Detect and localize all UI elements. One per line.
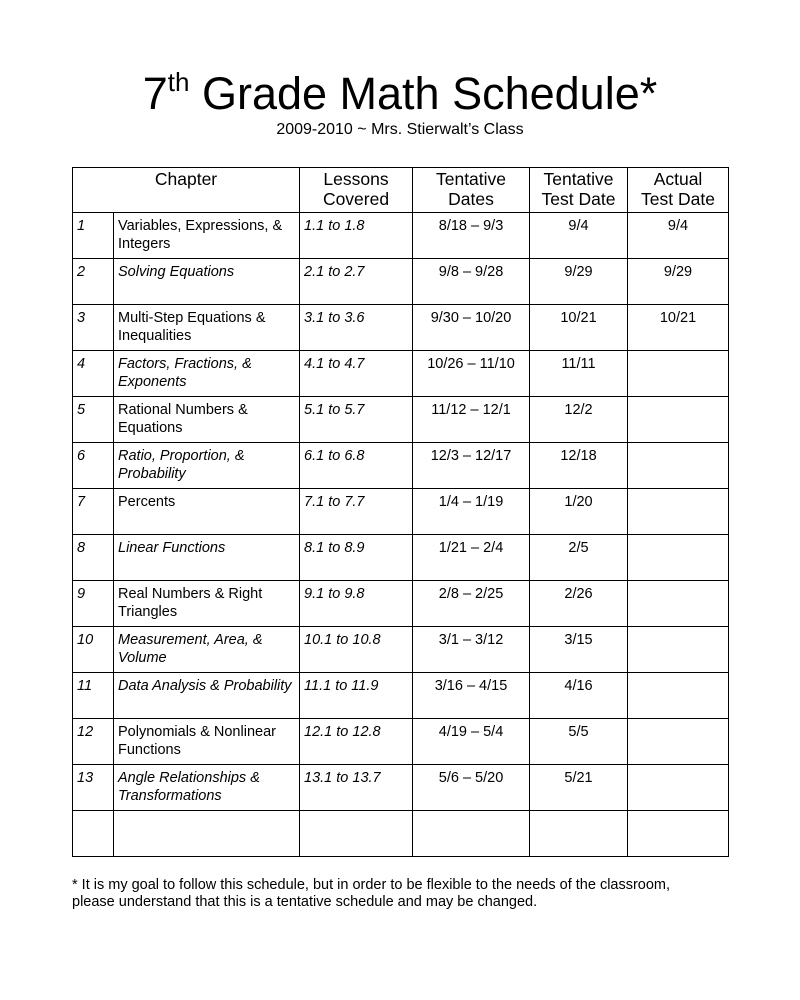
actual-test-date-cell: 9/4 [628,213,729,259]
table-row [73,259,729,305]
header-lessons [300,168,413,213]
tentative-test-date-cell: 3/15 [530,627,628,673]
chapter-name-cell: Data Analysis & Probability [114,673,300,719]
chapter-number-cell: 6 [73,443,114,489]
table-row [73,765,729,811]
tentative-test-date-cell: 12/18 [530,443,628,489]
empty-cell [628,811,729,857]
tentative-test-date-cell: 11/11 [530,351,628,397]
tentative-test-date-cell: 2/5 [530,535,628,581]
title-superscript: th [167,67,190,97]
chapter-name-cell: Solving Equations [114,259,300,305]
title-rest: Grade Math Schedule* [189,68,658,119]
table-row [73,581,729,627]
tentative-dates-cell: 8/18 – 9/3 [413,213,530,259]
chapter-number-cell: 13 [73,765,114,811]
chapter-number-cell: 5 [73,397,114,443]
table-row [73,213,729,259]
tentative-dates-cell: 12/3 – 12/17 [413,443,530,489]
chapter-name-cell: Measurement, Area, & Volume [114,627,300,673]
actual-test-date-cell [628,765,729,811]
chapter-number-cell: 9 [73,581,114,627]
tentative-test-date-cell: 9/29 [530,259,628,305]
actual-test-date-cell [628,351,729,397]
tentative-dates-cell: 3/1 – 3/12 [413,627,530,673]
lessons-cell: 7.1 to 7.7 [300,489,413,535]
lessons-cell: 5.1 to 5.7 [300,397,413,443]
header-dates [413,168,530,213]
header-actual-date [628,168,729,213]
lessons-cell: 12.1 to 12.8 [300,719,413,765]
chapter-number-cell: 11 [73,673,114,719]
table-row-blank [73,811,729,857]
lessons-cell: 8.1 to 8.9 [300,535,413,581]
chapter-number-cell: 8 [73,535,114,581]
lessons-cell: 4.1 to 4.7 [300,351,413,397]
tentative-test-date-cell: 2/26 [530,581,628,627]
empty-cell [73,811,114,857]
schedule-table [72,167,729,857]
chapter-number-cell: 3 [73,305,114,351]
header-actual-line2: Test Date [641,189,715,209]
chapter-number-cell: 10 [73,627,114,673]
lessons-cell: 10.1 to 10.8 [300,627,413,673]
empty-cell [300,811,413,857]
tentative-dates-cell: 2/8 – 2/25 [413,581,530,627]
header-chapter-label: Chapter [154,169,218,189]
lessons-cell: 6.1 to 6.8 [300,443,413,489]
tentative-test-date-cell: 10/21 [530,305,628,351]
chapter-number-cell: 2 [73,259,114,305]
chapter-number-cell: 12 [73,719,114,765]
header-chapter [73,168,300,213]
lessons-cell: 13.1 to 13.7 [300,765,413,811]
actual-test-date-cell [628,397,729,443]
chapter-number-cell: 1 [73,213,114,259]
chapter-name-cell: Angle Relationships & Transformations [114,765,300,811]
actual-test-date-cell [628,627,729,673]
actual-test-date-cell: 9/29 [628,259,729,305]
table-row [73,351,729,397]
table-row [73,305,729,351]
chapter-number-cell: 7 [73,489,114,535]
table-row [73,719,729,765]
actual-test-date-cell [628,489,729,535]
header-actual-line1: Actual [653,169,703,189]
chapter-name-cell: Real Numbers & Right Triangles [114,581,300,627]
tentative-dates-cell: 5/6 – 5/20 [413,765,530,811]
chapter-name-cell: Polynomials & Nonlinear Functions [114,719,300,765]
tentative-dates-cell: 10/26 – 11/10 [413,351,530,397]
chapter-name-cell: Variables, Expressions, & Integers [114,213,300,259]
table-row [73,397,729,443]
empty-cell [114,811,300,857]
table-row [73,535,729,581]
tentative-test-date-cell: 5/5 [530,719,628,765]
tentative-dates-cell: 9/30 – 10/20 [413,305,530,351]
tentative-test-date-cell: 12/2 [530,397,628,443]
table-row [73,627,729,673]
header-test-line1: Tentative [543,169,614,189]
empty-cell [413,811,530,857]
header-test-date [530,168,628,213]
header-lessons-line2: Covered [322,189,390,209]
tentative-dates-cell: 11/12 – 12/1 [413,397,530,443]
header-dates-line2: Dates [448,189,494,209]
chapter-name-cell: Linear Functions [114,535,300,581]
lessons-cell: 3.1 to 3.6 [300,305,413,351]
footnote-line-2: please understand that this is a tentative schedule and may be changed. [72,894,538,910]
chapter-name-cell: Multi-Step Equations & Inequalities [114,305,300,351]
tentative-dates-cell: 9/8 – 9/28 [413,259,530,305]
tentative-dates-cell: 1/21 – 2/4 [413,535,530,581]
chapter-name-cell: Ratio, Proportion, & Probability [114,443,300,489]
empty-cell [530,811,628,857]
footnote [72,877,752,911]
lessons-cell: 1.1 to 1.8 [300,213,413,259]
table-body [73,213,729,857]
table-row [73,489,729,535]
actual-test-date-cell [628,443,729,489]
chapter-name-cell: Factors, Fractions, & Exponents [114,351,300,397]
actual-test-date-cell [628,581,729,627]
actual-test-date-cell: 10/21 [628,305,729,351]
tentative-dates-cell: 3/16 – 4/15 [413,673,530,719]
chapter-name-cell: Rational Numbers & Equations [114,397,300,443]
footnote-line-1: * It is my goal to follow this schedule, but in order to be flexible to the needs of the classroom, [72,877,671,893]
tentative-test-date-cell: 5/21 [530,765,628,811]
page-title [0,66,800,128]
tentative-dates-cell: 4/19 – 5/4 [413,719,530,765]
tentative-test-date-cell: 1/20 [530,489,628,535]
header-lessons-line1: Lessons [323,169,389,189]
title-prefix: 7 [142,68,168,119]
chapter-number-cell: 4 [73,351,114,397]
tentative-test-date-cell: 9/4 [530,213,628,259]
tentative-test-date-cell: 4/16 [530,673,628,719]
page-subtitle: 2009-2010 ~ Mrs. Stierwalt’s Class [276,121,524,138]
header-test-line2: Test Date [541,189,616,209]
header-dates-line1: Tentative [435,169,507,189]
table-row [73,443,729,489]
lessons-cell: 2.1 to 2.7 [300,259,413,305]
table-row [73,673,729,719]
tentative-dates-cell: 1/4 – 1/19 [413,489,530,535]
lessons-cell: 11.1 to 11.9 [300,673,413,719]
actual-test-date-cell [628,535,729,581]
actual-test-date-cell [628,719,729,765]
lessons-cell: 9.1 to 9.8 [300,581,413,627]
actual-test-date-cell [628,673,729,719]
chapter-name-cell: Percents [114,489,300,535]
table-header-row [73,168,729,213]
